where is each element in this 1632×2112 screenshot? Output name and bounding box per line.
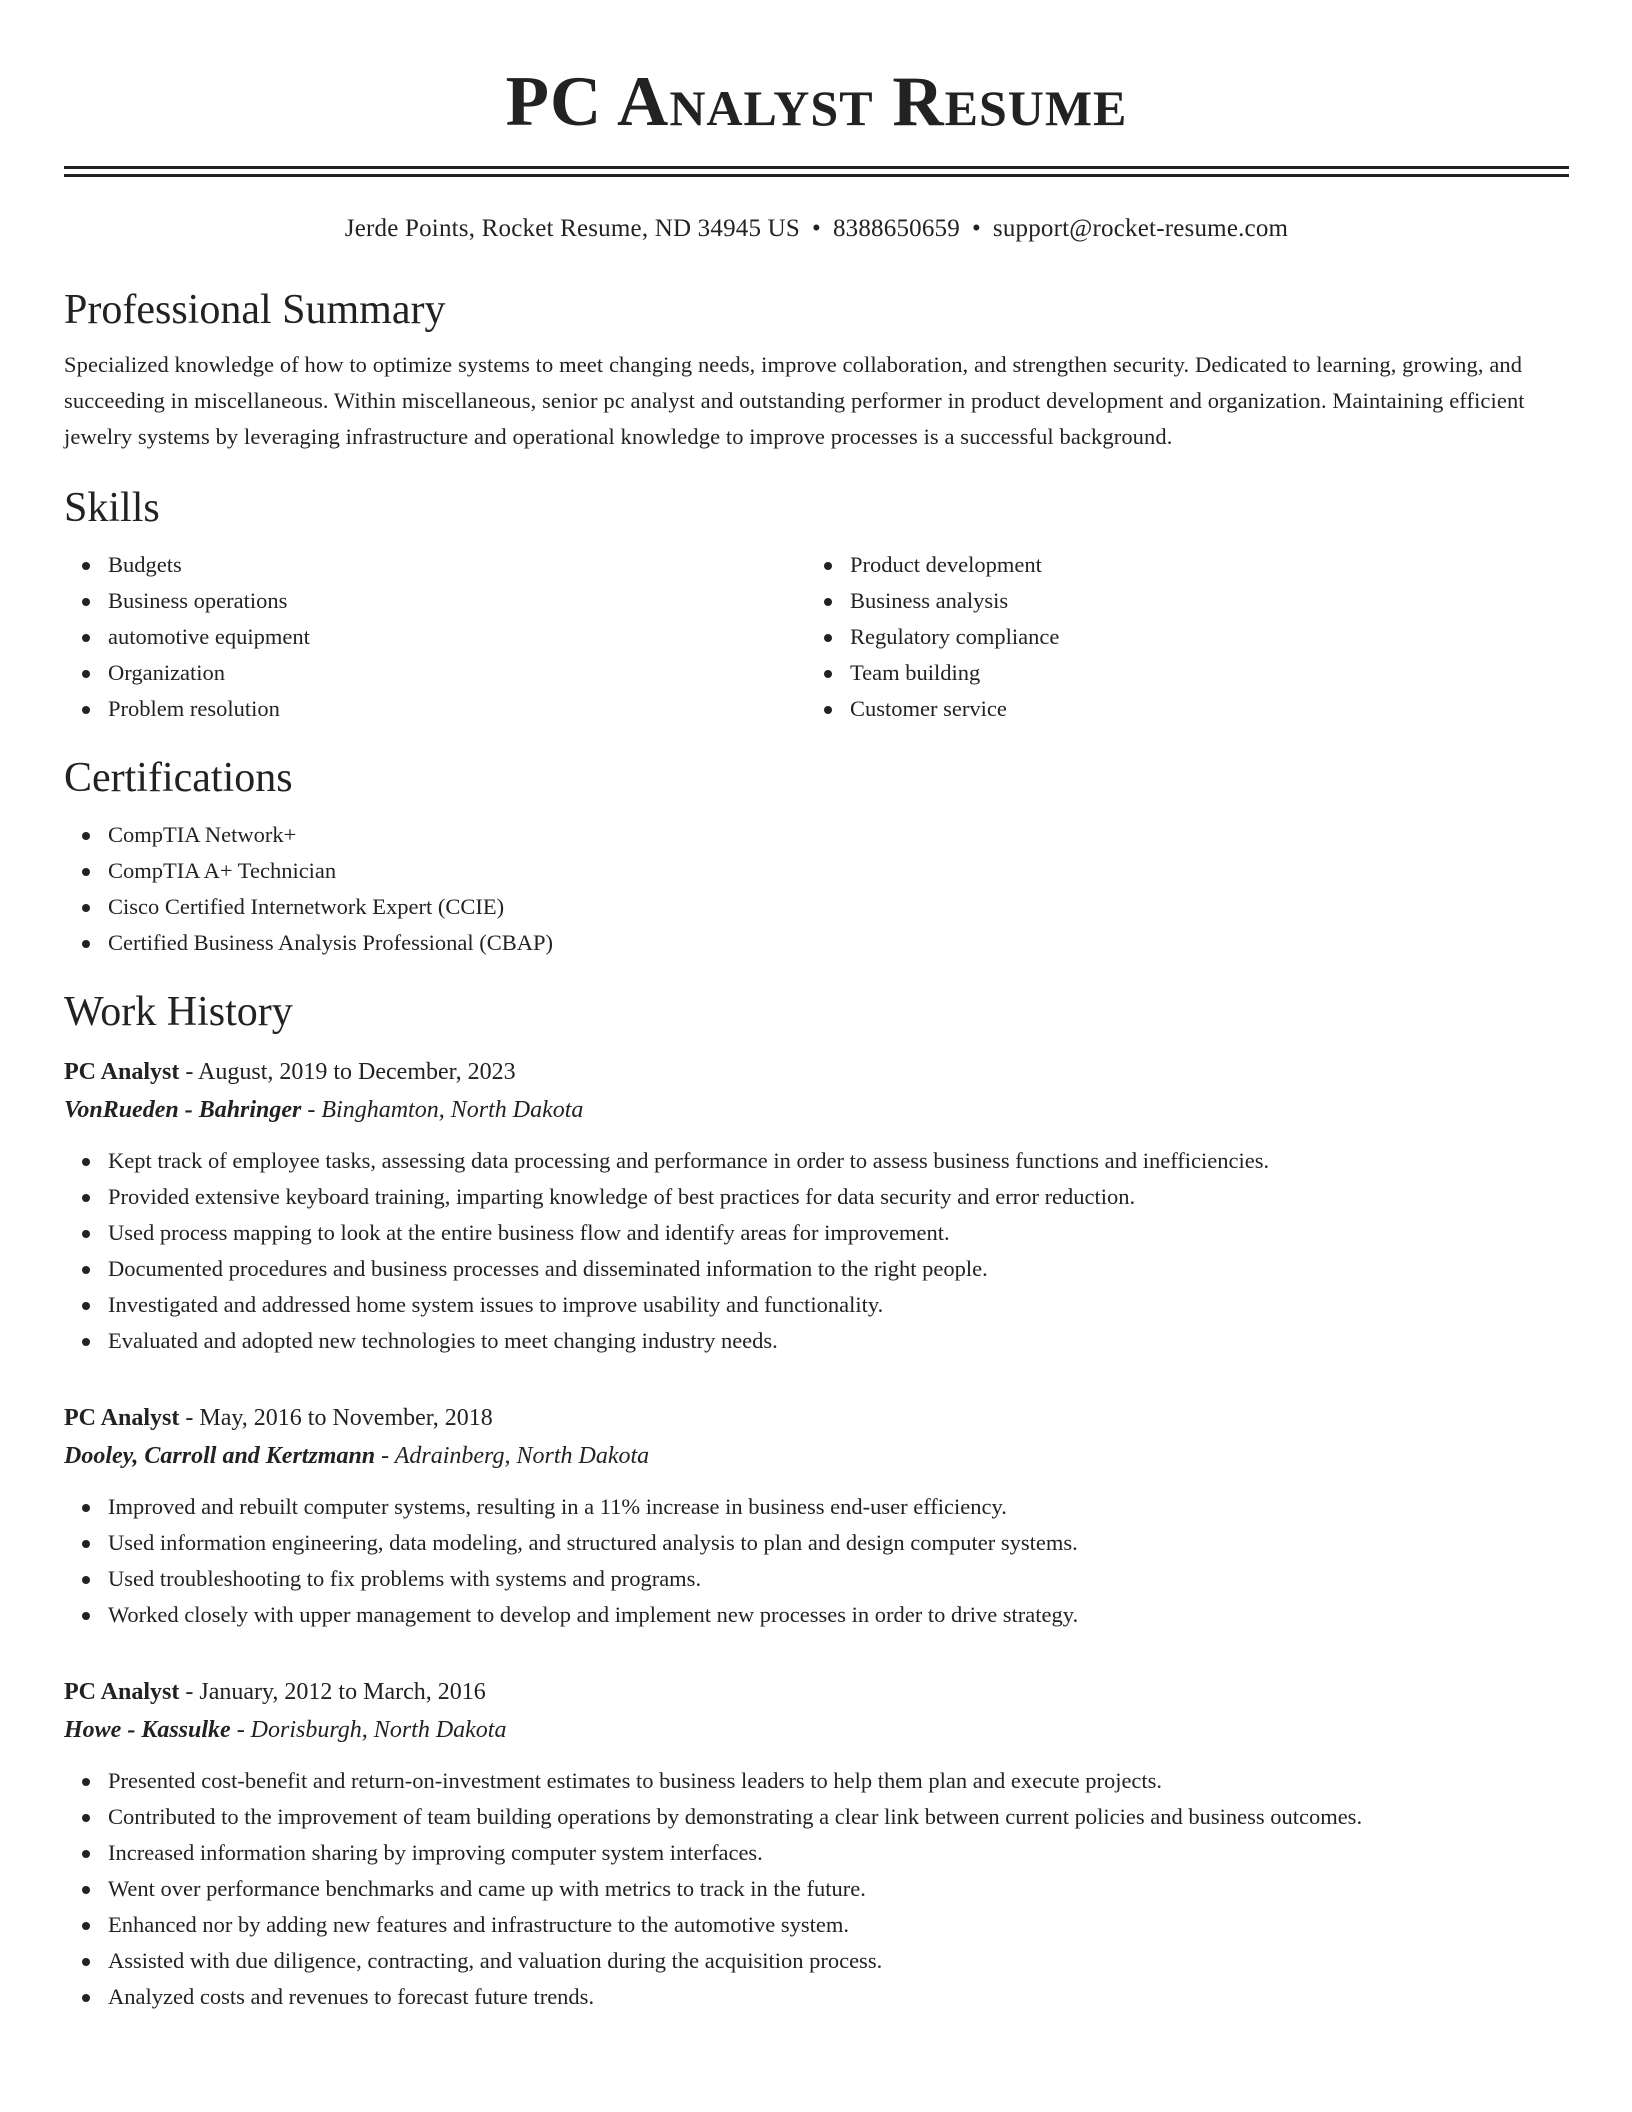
skill-item: Business operations [64, 583, 806, 619]
job-dates: - May, 2016 to November, 2018 [179, 1405, 493, 1431]
job-title: PC Analyst [64, 1405, 180, 1431]
job-dates: - August, 2019 to December, 2023 [179, 1059, 516, 1085]
skills-columns [64, 547, 1569, 727]
job-company-line [64, 1711, 1569, 1749]
title-divider [64, 166, 1569, 177]
certifications-list [64, 817, 1569, 961]
job-company-line [64, 1091, 1569, 1129]
job-entry [64, 1673, 1569, 2015]
job-company: VonRueden - Bahringer [64, 1097, 302, 1123]
work-history-heading: Work History [64, 989, 293, 1035]
job-dates: - January, 2012 to March, 2016 [179, 1679, 486, 1705]
job-company-line [64, 1437, 1569, 1475]
job-entry [64, 1399, 1569, 1633]
skills-heading: Skills [64, 485, 160, 531]
job-bullets [64, 1489, 1569, 1633]
job-bullet: Used troubleshooting to fix problems with systems and programs. [64, 1561, 1569, 1597]
job-bullet: Analyzed costs and revenues to forecast future trends. [64, 1979, 1569, 2015]
job-company: Dooley, Carroll and Kertzmann [64, 1443, 376, 1469]
certification-item: CompTIA Network+ [64, 817, 1569, 853]
certification-item: Cisco Certified Internetwork Expert (CCIE) [64, 889, 1569, 925]
job-bullet: Improved and rebuilt computer systems, resulting in a 11% increase in business end-user efficiency. [64, 1489, 1569, 1525]
job-bullet: Contributed to the improvement of team building operations by demonstrating a clear link between current policies and business outcomes. [64, 1799, 1569, 1835]
job-title: PC Analyst [64, 1059, 180, 1085]
summary-text: Specialized knowledge of how to optimize systems to meet changing needs, improve collaboration, and strengthen security. Dedicated to learning, growing, and succeeding in miscellaneous. Within miscellaneous, senior pc analyst and outstanding performer in product development and organization. Maintaining efficient jewelry systems by leveraging infrastructure and operational knowledge to improve processes is a successful background. [64, 352, 1525, 449]
job-bullet: Enhanced nor by adding new features and infrastructure to the automotive system. [64, 1907, 1569, 1943]
job-bullet: Increased information sharing by improving computer system interfaces. [64, 1835, 1569, 1871]
job-bullet: Presented cost-benefit and return-on-investment estimates to business leaders to help them plan and execute projects. [64, 1763, 1569, 1799]
job-title-line [64, 1399, 1569, 1437]
skill-item: Customer service [806, 691, 1548, 727]
job-bullet: Kept track of employee tasks, assessing data processing and performance in order to assess business functions and inefficiencies. [64, 1143, 1569, 1179]
skill-item: Budgets [64, 547, 806, 583]
job-location: - Binghamton, North Dakota [301, 1097, 584, 1123]
skill-item: automotive equipment [64, 619, 806, 655]
skills-list-left [64, 547, 806, 727]
skill-item: Business analysis [806, 583, 1548, 619]
skill-item: Organization [64, 655, 806, 691]
job-bullet: Used process mapping to look at the entire business flow and identify areas for improvement. [64, 1215, 1569, 1251]
skill-item: Regulatory compliance [806, 619, 1548, 655]
job-bullet: Used information engineering, data modeling, and structured analysis to plan and design computer systems. [64, 1525, 1569, 1561]
job-company: Howe - Kassulke [64, 1717, 231, 1743]
job-location: - Adrainberg, North Dakota [375, 1443, 650, 1469]
contact-line [64, 213, 1569, 245]
job-bullet: Went over performance benchmarks and came up with metrics to track in the future. [64, 1871, 1569, 1907]
job-bullet: Provided extensive keyboard training, imparting knowledge of best practices for data security and error reduction. [64, 1179, 1569, 1215]
job-bullet: Investigated and addressed home system issues to improve usability and functionality. [64, 1287, 1569, 1323]
contact-separator: • [812, 215, 821, 242]
job-title-line [64, 1673, 1569, 1711]
contact-phone: 8388650659 [832, 215, 960, 242]
job-bullet: Evaluated and adopted new technologies to meet changing industry needs. [64, 1323, 1569, 1359]
job-location: - Dorisburgh, North Dakota [230, 1717, 507, 1743]
job-bullet: Documented procedures and business processes and disseminated information to the right people. [64, 1251, 1569, 1287]
job-title: PC Analyst [64, 1679, 180, 1705]
job-entry [64, 1053, 1569, 1359]
contact-separator: • [971, 215, 981, 242]
page-title: PC Analyst Resume [505, 63, 1128, 141]
skill-item: Team building [806, 655, 1548, 691]
job-bullet: Worked closely with upper management to develop and implement new processes in order to drive strategy. [64, 1597, 1569, 1633]
certification-item: CompTIA A+ Technician [64, 853, 1569, 889]
skill-item: Problem resolution [64, 691, 806, 727]
skill-item: Product development [806, 547, 1548, 583]
contact-email: support@rocket-resume.com [992, 215, 1289, 242]
job-bullet: Assisted with due diligence, contracting, and valuation during the acquisition process. [64, 1943, 1569, 1979]
certifications-heading: Certifications [64, 755, 293, 801]
summary-heading: Professional Summary [64, 287, 446, 333]
skills-list-right [806, 547, 1548, 727]
certification-item: Certified Business Analysis Professional (CBAP) [64, 925, 1569, 961]
job-bullets [64, 1143, 1569, 1359]
job-bullets [64, 1763, 1569, 2015]
contact-address: Jerde Points, Rocket Resume, ND 34945 US [344, 215, 800, 242]
job-title-line [64, 1053, 1569, 1091]
resume-page [64, 0, 1569, 2015]
